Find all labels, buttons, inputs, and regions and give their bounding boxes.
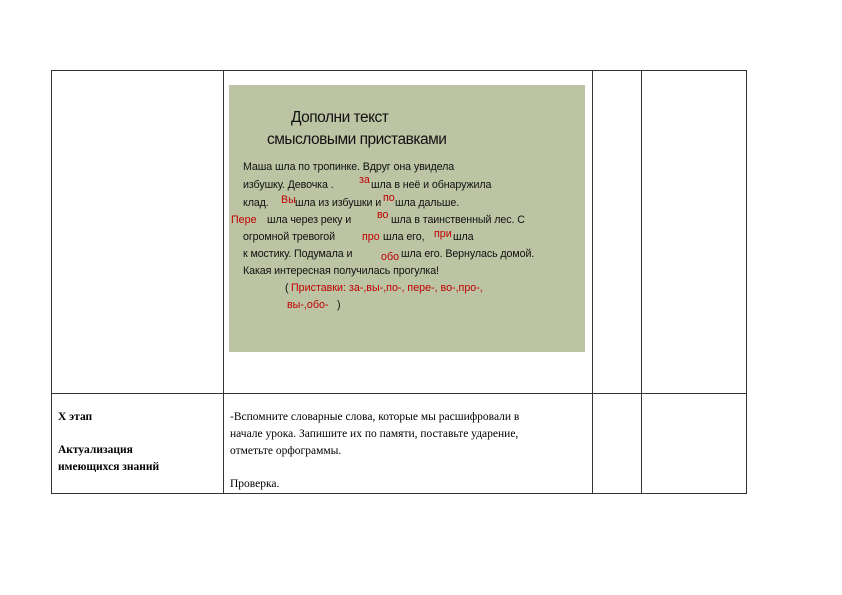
slide-text-line: огромной тревогой bbox=[243, 231, 336, 243]
prefix-insert: при bbox=[434, 228, 452, 240]
slide-title-line2: смысловыми приставками bbox=[267, 131, 447, 148]
stage-title-line2: имеющихся знаний bbox=[58, 461, 160, 473]
prefix-hint-line1: Приставки: за-,вы-,по-, пере-, во-,про-, bbox=[291, 282, 483, 294]
prefix-insert: по bbox=[383, 192, 395, 204]
table-row bbox=[52, 394, 747, 494]
slide-text-line: шла из избушки и bbox=[295, 197, 382, 209]
task-line-3: отметьте орфограммы. bbox=[230, 445, 342, 457]
prefix-insert: обо bbox=[381, 251, 400, 263]
slide-text-line: шла дальше. bbox=[395, 197, 460, 209]
table-cell-stage bbox=[52, 394, 224, 494]
slide-text-line: шла в таинственный лес. С bbox=[391, 214, 525, 226]
prefix-insert: во bbox=[377, 209, 389, 221]
slide-text-line: Маша шла по тропинке. Вдруг она увидела bbox=[243, 161, 455, 173]
slide-text-line: шла в неё и обнаружила bbox=[371, 179, 492, 191]
slide-text-line: клад. bbox=[243, 197, 269, 209]
slide-title-line1: Дополни текст bbox=[291, 109, 389, 126]
hint-bracket-open: ( bbox=[285, 282, 289, 294]
slide-text-line: шла его, bbox=[383, 231, 425, 243]
table-cell-task bbox=[224, 394, 593, 494]
stage-name: X этап bbox=[58, 411, 93, 423]
task-line-2: начале урока. Запишите их по памяти, поставьте ударение, bbox=[230, 428, 519, 440]
slide-text-line: избушку. Девочка . bbox=[243, 179, 334, 191]
slide-text-line: к мостику. Подумала и bbox=[243, 248, 353, 260]
table-cell-empty bbox=[593, 394, 642, 494]
table-cell-empty bbox=[642, 394, 747, 494]
slide-text-line: шла bbox=[453, 231, 474, 243]
slide-text-line: Какая интересная получилась прогулка! bbox=[243, 265, 439, 277]
task-check: Проверка. bbox=[230, 478, 280, 490]
prefix-insert: за bbox=[359, 174, 370, 186]
prefix-insert: Вы bbox=[281, 194, 296, 206]
hint-bracket-close: ) bbox=[337, 299, 341, 311]
slide-image bbox=[229, 85, 585, 352]
stage-title-line1: Актуализация bbox=[58, 444, 133, 456]
slide-text-line: шла через реку и bbox=[267, 214, 352, 226]
task-line-1: -Вспомните словарные слова, которые мы расшифровали в bbox=[230, 411, 520, 423]
table-cell-empty bbox=[52, 71, 224, 394]
slide-text-line: шла его. Вернулась домой. bbox=[401, 248, 535, 260]
prefix-hint-line2: вы-,обо- bbox=[287, 299, 329, 311]
table-cell-empty bbox=[642, 71, 747, 394]
prefix-insert: Пере bbox=[231, 214, 257, 226]
table-cell-empty bbox=[593, 71, 642, 394]
prefix-insert: про bbox=[362, 231, 380, 243]
